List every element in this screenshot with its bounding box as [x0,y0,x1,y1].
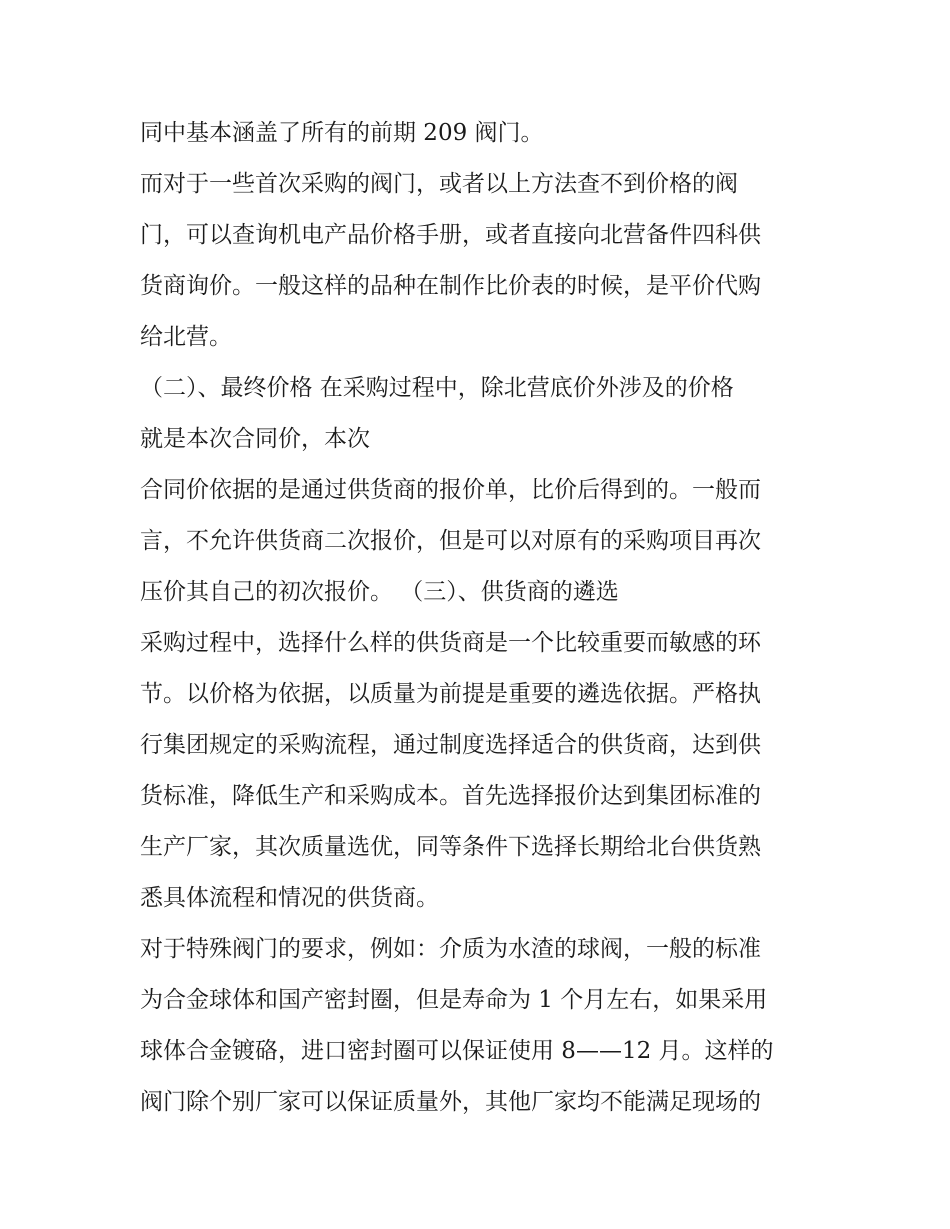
text-line: 节。以价格为依据，以质量为前提是重要的遴选依据。严格执 [140,681,761,707]
text-line: 行集团规定的采购流程，通过制度选择适合的供货商，达到供 [140,732,761,758]
text-line: 言，不允许供货商二次报价，但是可以对原有的采购项目再次 [140,528,761,554]
text-line: 对于特殊阀门的要求，例如：介质为水渣的球阀，一般的标准 [140,936,761,962]
text-line: 悉具体流程和情况的供货商。 [140,885,439,911]
text-line: 而对于一些首次采购的阀门，或者以上方法查不到价格的阀 [140,171,738,197]
text-line: 球体合金镀硌，进口密封圈可以保证使用 8——12 月。这样的 [140,1038,774,1064]
text-line: 给北营。 [140,324,232,350]
text-line: 阀门除个别厂家可以保证质量外，其他厂家均不能满足现场的 [140,1089,761,1115]
body-text [140,108,820,1128]
text-line: 货商询价。一般这样的品种在制作比价表的时候，是平价代购 [140,273,761,299]
text-line: 货标准，降低生产和采购成本。首先选择报价达到集团标准的 [140,783,761,809]
text-line: 就是本次合同价，本次 [140,426,370,452]
text-line: 生产厂家，其次质量选优，同等条件下选择长期给北台供货熟 [140,834,761,860]
text-line: 为合金球体和国产密封圈，但是寿命为 1 个月左右，如果采用 [140,987,768,1013]
text-line: 合同价依据的是通过供货商的报价单，比价后得到的。一般而 [140,477,761,503]
section-heading-final-price: （二）、最终价格 在采购过程中，除北营底价外涉及的价格 [140,375,734,401]
text-line: 同中基本涵盖了所有的前期 209 阀门。 [140,120,544,146]
section-heading-supplier-selection: 压价其自己的初次报价。 （三）、供货商的遴选 [140,579,619,605]
text-line: 门，可以查询机电产品价格手册，或者直接向北营备件四科供 [140,222,761,248]
text-line: 采购过程中，选择什么样的供货商是一个比较重要而敏感的环 [140,630,761,656]
